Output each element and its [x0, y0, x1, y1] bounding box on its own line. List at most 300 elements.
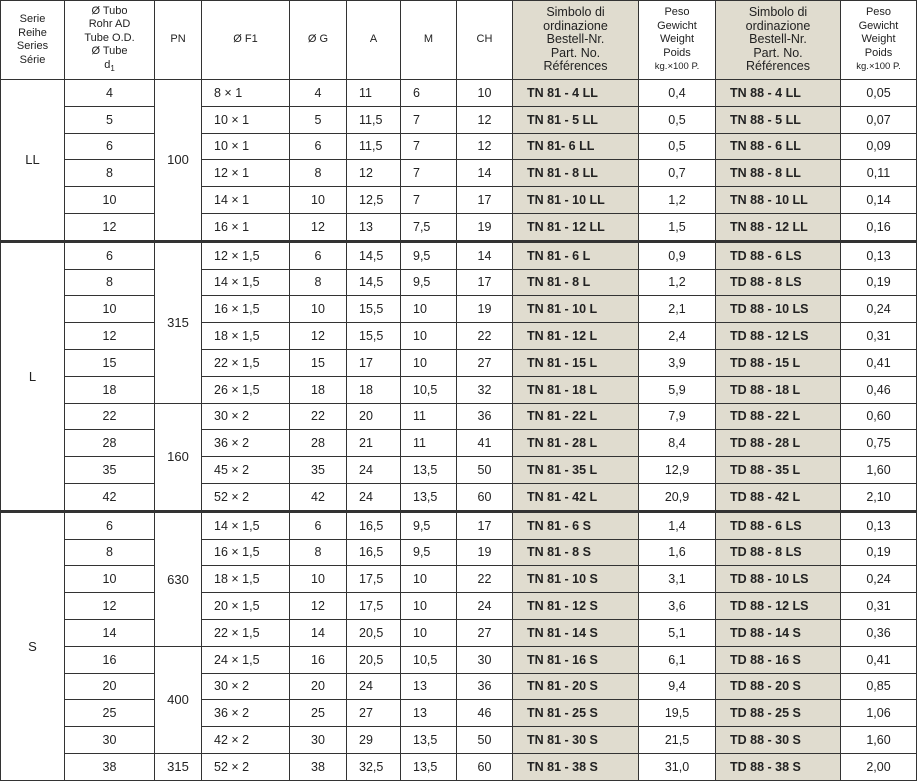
table-row [1, 457, 917, 484]
ref-tn81-cell: TN 81 - 8 S [513, 539, 639, 566]
a-cell: 17 [347, 349, 401, 376]
weight-tn81-cell: 0,7 [639, 160, 716, 187]
table-row [1, 539, 917, 566]
a-cell: 16,5 [347, 539, 401, 566]
m-cell: 7,5 [401, 213, 457, 241]
a-cell: 32,5 [347, 753, 401, 780]
m-cell: 10 [401, 619, 457, 646]
m-cell: 9,5 [401, 539, 457, 566]
weight-88-cell: 0,85 [841, 673, 917, 700]
ref-88-cell: TD 88 - 8 LS [716, 269, 841, 296]
weight-tn81-cell: 1,5 [639, 213, 716, 241]
f1-cell: 26 × 1,5 [202, 376, 290, 403]
tube-od-cell: 30 [65, 727, 155, 754]
ref-88-cell: TD 88 - 12 LS [716, 593, 841, 620]
ref-88-cell: TD 88 - 42 L [716, 483, 841, 511]
g-cell: 4 [290, 80, 347, 107]
ref-88-cell: TD 88 - 22 L [716, 403, 841, 430]
m-cell: 7 [401, 106, 457, 133]
ch-cell: 14 [457, 160, 513, 187]
table-row [1, 323, 917, 350]
weight-tn81-cell: 0,5 [639, 106, 716, 133]
ref-88-cell: TN 88 - 8 LL [716, 160, 841, 187]
a-cell: 20,5 [347, 619, 401, 646]
header-m: M [401, 1, 457, 80]
a-cell: 21 [347, 430, 401, 457]
serie-cell: LL [1, 80, 65, 242]
ref-tn81-cell: TN 81 - 22 L [513, 403, 639, 430]
table-row [1, 646, 917, 673]
weight-88-cell: 1,06 [841, 700, 917, 727]
table-row [1, 106, 917, 133]
weight-tn81-cell: 0,9 [639, 241, 716, 269]
ref-tn81-cell: TN 81 - 42 L [513, 483, 639, 511]
ref-tn81-cell: TN 81 - 16 S [513, 646, 639, 673]
m-cell: 10,5 [401, 646, 457, 673]
pn-cell: 315 [155, 753, 202, 780]
ref-tn81-cell: TN 81 - 25 S [513, 700, 639, 727]
tube-od-cell: 10 [65, 187, 155, 214]
ref-tn81-cell: TN 81 - 12 L [513, 323, 639, 350]
f1-cell: 20 × 1,5 [202, 593, 290, 620]
weight-88-cell: 0,11 [841, 160, 917, 187]
ch-cell: 36 [457, 673, 513, 700]
header-weight1: Peso Gewicht Weight Poids kg.×100 P. [639, 1, 716, 80]
pn-cell: 100 [155, 80, 202, 242]
f1-cell: 16 × 1,5 [202, 539, 290, 566]
g-cell: 18 [290, 376, 347, 403]
g-cell: 20 [290, 673, 347, 700]
f1-cell: 10 × 1 [202, 106, 290, 133]
ref-tn81-cell: TN 81 - 12 LL [513, 213, 639, 241]
weight-tn81-cell: 2,1 [639, 296, 716, 323]
g-cell: 10 [290, 187, 347, 214]
table-row [1, 269, 917, 296]
table-row [1, 80, 917, 107]
tube-od-cell: 5 [65, 106, 155, 133]
weight-tn81-cell: 0,4 [639, 80, 716, 107]
tube-od-cell: 8 [65, 269, 155, 296]
f1-cell: 16 × 1 [202, 213, 290, 241]
m-cell: 13,5 [401, 457, 457, 484]
ch-cell: 30 [457, 646, 513, 673]
table-row [1, 673, 917, 700]
ch-cell: 10 [457, 80, 513, 107]
tube-od-cell: 35 [65, 457, 155, 484]
f1-cell: 12 × 1 [202, 160, 290, 187]
f1-cell: 24 × 1,5 [202, 646, 290, 673]
weight-tn81-cell: 1,6 [639, 539, 716, 566]
ch-cell: 24 [457, 593, 513, 620]
a-cell: 12 [347, 160, 401, 187]
ch-cell: 14 [457, 241, 513, 269]
weight-88-cell: 0,16 [841, 213, 917, 241]
ref-88-cell: TN 88 - 12 LL [716, 213, 841, 241]
ch-cell: 41 [457, 430, 513, 457]
f1-cell: 18 × 1,5 [202, 323, 290, 350]
a-cell: 17,5 [347, 566, 401, 593]
ch-cell: 36 [457, 403, 513, 430]
tube-od-cell: 8 [65, 539, 155, 566]
m-cell: 10 [401, 323, 457, 350]
ch-cell: 60 [457, 753, 513, 780]
table-row [1, 619, 917, 646]
a-cell: 14,5 [347, 241, 401, 269]
weight-tn81-cell: 20,9 [639, 483, 716, 511]
a-cell: 15,5 [347, 323, 401, 350]
ref-tn81-cell: TN 81 - 5 LL [513, 106, 639, 133]
weight-88-cell: 0,05 [841, 80, 917, 107]
weight-tn81-cell: 3,9 [639, 349, 716, 376]
table-row [1, 483, 917, 511]
ref-tn81-cell: TN 81 - 38 S [513, 753, 639, 780]
tube-od-cell: 38 [65, 753, 155, 780]
ch-cell: 12 [457, 133, 513, 160]
g-cell: 6 [290, 241, 347, 269]
tube-od-cell: 18 [65, 376, 155, 403]
weight-88-cell: 2,00 [841, 753, 917, 780]
header-weight2: Peso Gewicht Weight Poids kg.×100 P. [841, 1, 917, 80]
tube-od-cell: 6 [65, 511, 155, 539]
ref-tn81-cell: TN 81 - 14 S [513, 619, 639, 646]
a-cell: 11,5 [347, 106, 401, 133]
ref-88-cell: TD 88 - 18 L [716, 376, 841, 403]
weight-tn81-cell: 19,5 [639, 700, 716, 727]
ch-cell: 32 [457, 376, 513, 403]
ref-88-cell: TD 88 - 10 LS [716, 566, 841, 593]
tube-od-cell: 12 [65, 213, 155, 241]
weight-88-cell: 0,09 [841, 133, 917, 160]
f1-cell: 30 × 2 [202, 673, 290, 700]
weight-tn81-cell: 7,9 [639, 403, 716, 430]
tube-od-cell: 42 [65, 483, 155, 511]
a-cell: 11,5 [347, 133, 401, 160]
ch-cell: 19 [457, 296, 513, 323]
f1-cell: 14 × 1,5 [202, 511, 290, 539]
f1-cell: 30 × 2 [202, 403, 290, 430]
g-cell: 8 [290, 160, 347, 187]
a-cell: 27 [347, 700, 401, 727]
weight-88-cell: 0,31 [841, 593, 917, 620]
g-cell: 12 [290, 323, 347, 350]
g-cell: 14 [290, 619, 347, 646]
m-cell: 9,5 [401, 269, 457, 296]
table-row [1, 241, 917, 269]
header-g: Ø G [290, 1, 347, 80]
header-ref1: Simbolo di ordinazione Bestell-Nr. Part. No. Références [513, 1, 639, 80]
weight-tn81-cell: 6,1 [639, 646, 716, 673]
weight-88-cell: 0,07 [841, 106, 917, 133]
serie-cell: L [1, 241, 65, 511]
weight-88-cell: 0,13 [841, 511, 917, 539]
tube-od-cell: 22 [65, 403, 155, 430]
ref-88-cell: TN 88 - 5 LL [716, 106, 841, 133]
m-cell: 9,5 [401, 241, 457, 269]
m-cell: 10 [401, 593, 457, 620]
ref-tn81-cell: TN 81 - 35 L [513, 457, 639, 484]
a-cell: 11 [347, 80, 401, 107]
ref-88-cell: TD 88 - 8 LS [716, 539, 841, 566]
table-row [1, 213, 917, 241]
ref-88-cell: TN 88 - 4 LL [716, 80, 841, 107]
ref-tn81-cell: TN 81 - 28 L [513, 430, 639, 457]
tube-od-cell: 6 [65, 241, 155, 269]
header-f1: Ø F1 [202, 1, 290, 80]
table-row [1, 430, 917, 457]
table-row [1, 349, 917, 376]
g-cell: 30 [290, 727, 347, 754]
tube-od-cell: 25 [65, 700, 155, 727]
pn-cell: 160 [155, 403, 202, 511]
f1-cell: 14 × 1 [202, 187, 290, 214]
f1-cell: 16 × 1,5 [202, 296, 290, 323]
table-row [1, 700, 917, 727]
ref-88-cell: TD 88 - 6 LS [716, 511, 841, 539]
weight-88-cell: 0,41 [841, 646, 917, 673]
f1-cell: 45 × 2 [202, 457, 290, 484]
ref-88-cell: TD 88 - 20 S [716, 673, 841, 700]
weight-tn81-cell: 1,2 [639, 269, 716, 296]
m-cell: 7 [401, 187, 457, 214]
ref-88-cell: TN 88 - 6 LL [716, 133, 841, 160]
ch-cell: 19 [457, 539, 513, 566]
weight-tn81-cell: 5,1 [639, 619, 716, 646]
weight-88-cell: 0,41 [841, 349, 917, 376]
tube-od-cell: 20 [65, 673, 155, 700]
m-cell: 11 [401, 430, 457, 457]
ref-88-cell: TD 88 - 25 S [716, 700, 841, 727]
g-cell: 6 [290, 511, 347, 539]
a-cell: 18 [347, 376, 401, 403]
ref-tn81-cell: TN 81 - 30 S [513, 727, 639, 754]
table-row [1, 593, 917, 620]
weight-tn81-cell: 31,0 [639, 753, 716, 780]
weight-tn81-cell: 2,4 [639, 323, 716, 350]
f1-cell: 10 × 1 [202, 133, 290, 160]
ref-88-cell: TD 88 - 30 S [716, 727, 841, 754]
tube-od-cell: 6 [65, 133, 155, 160]
a-cell: 20,5 [347, 646, 401, 673]
table-row [1, 160, 917, 187]
ref-88-cell: TD 88 - 14 S [716, 619, 841, 646]
m-cell: 10 [401, 349, 457, 376]
weight-tn81-cell: 1,4 [639, 511, 716, 539]
f1-cell: 18 × 1,5 [202, 566, 290, 593]
ch-cell: 19 [457, 213, 513, 241]
a-cell: 16,5 [347, 511, 401, 539]
m-cell: 10 [401, 566, 457, 593]
g-cell: 6 [290, 133, 347, 160]
ref-tn81-cell: TN 81 - 15 L [513, 349, 639, 376]
ch-cell: 50 [457, 727, 513, 754]
tube-od-cell: 14 [65, 619, 155, 646]
pn-cell: 400 [155, 646, 202, 753]
ref-88-cell: TD 88 - 15 L [716, 349, 841, 376]
tube-od-cell: 12 [65, 593, 155, 620]
m-cell: 13 [401, 673, 457, 700]
weight-88-cell: 0,36 [841, 619, 917, 646]
weight-88-cell: 0,24 [841, 296, 917, 323]
g-cell: 12 [290, 593, 347, 620]
a-cell: 29 [347, 727, 401, 754]
f1-cell: 22 × 1,5 [202, 349, 290, 376]
a-cell: 20 [347, 403, 401, 430]
f1-cell: 12 × 1,5 [202, 241, 290, 269]
ref-tn81-cell: TN 81 - 10 LL [513, 187, 639, 214]
ref-88-cell: TD 88 - 6 LS [716, 241, 841, 269]
ch-cell: 17 [457, 187, 513, 214]
header-ref2: Simbolo di ordinazione Bestell-Nr. Part. No. Références [716, 1, 841, 80]
table-row [1, 566, 917, 593]
weight-tn81-cell: 8,4 [639, 430, 716, 457]
weight-88-cell: 0,13 [841, 241, 917, 269]
g-cell: 8 [290, 539, 347, 566]
header-pn: PN [155, 1, 202, 80]
table-row [1, 727, 917, 754]
table-row [1, 296, 917, 323]
weight-tn81-cell: 5,9 [639, 376, 716, 403]
header-row [1, 1, 917, 80]
weight-tn81-cell: 0,5 [639, 133, 716, 160]
m-cell: 7 [401, 160, 457, 187]
tube-od-cell: 8 [65, 160, 155, 187]
m-cell: 13,5 [401, 483, 457, 511]
header-serie: Serie Reihe Series Série [1, 1, 65, 80]
a-cell: 15,5 [347, 296, 401, 323]
ch-cell: 17 [457, 269, 513, 296]
ch-cell: 50 [457, 457, 513, 484]
g-cell: 10 [290, 296, 347, 323]
ch-cell: 60 [457, 483, 513, 511]
table-row [1, 187, 917, 214]
weight-tn81-cell: 12,9 [639, 457, 716, 484]
ref-tn81-cell: TN 81- 6 LL [513, 133, 639, 160]
ref-88-cell: TD 88 - 35 L [716, 457, 841, 484]
g-cell: 8 [290, 269, 347, 296]
m-cell: 11 [401, 403, 457, 430]
g-cell: 35 [290, 457, 347, 484]
ref-tn81-cell: TN 81 - 8 L [513, 269, 639, 296]
g-cell: 12 [290, 213, 347, 241]
ref-tn81-cell: TN 81 - 6 L [513, 241, 639, 269]
g-cell: 28 [290, 430, 347, 457]
weight-88-cell: 0,46 [841, 376, 917, 403]
tube-od-cell: 4 [65, 80, 155, 107]
g-cell: 15 [290, 349, 347, 376]
g-cell: 22 [290, 403, 347, 430]
m-cell: 13,5 [401, 727, 457, 754]
a-cell: 17,5 [347, 593, 401, 620]
table-row [1, 403, 917, 430]
g-cell: 38 [290, 753, 347, 780]
ref-tn81-cell: TN 81 - 12 S [513, 593, 639, 620]
tube-od-cell: 15 [65, 349, 155, 376]
ref-tn81-cell: TN 81 - 8 LL [513, 160, 639, 187]
table-row [1, 753, 917, 780]
m-cell: 6 [401, 80, 457, 107]
weight-88-cell: 0,75 [841, 430, 917, 457]
weight-88-cell: 2,10 [841, 483, 917, 511]
weight-88-cell: 1,60 [841, 727, 917, 754]
weight-tn81-cell: 3,6 [639, 593, 716, 620]
tube-od-cell: 10 [65, 566, 155, 593]
ref-88-cell: TD 88 - 38 S [716, 753, 841, 780]
ref-tn81-cell: TN 81 - 18 L [513, 376, 639, 403]
ref-88-cell: TN 88 - 10 LL [716, 187, 841, 214]
m-cell: 7 [401, 133, 457, 160]
table-row [1, 376, 917, 403]
ch-cell: 12 [457, 106, 513, 133]
f1-cell: 52 × 2 [202, 483, 290, 511]
m-cell: 13 [401, 700, 457, 727]
f1-cell: 52 × 2 [202, 753, 290, 780]
pn-cell: 630 [155, 511, 202, 646]
weight-tn81-cell: 9,4 [639, 673, 716, 700]
f1-cell: 14 × 1,5 [202, 269, 290, 296]
serie-cell: S [1, 511, 65, 780]
ref-88-cell: TD 88 - 28 L [716, 430, 841, 457]
table-row [1, 133, 917, 160]
weight-tn81-cell: 21,5 [639, 727, 716, 754]
g-cell: 25 [290, 700, 347, 727]
f1-cell: 42 × 2 [202, 727, 290, 754]
a-cell: 12,5 [347, 187, 401, 214]
m-cell: 13,5 [401, 753, 457, 780]
f1-cell: 36 × 2 [202, 430, 290, 457]
ch-cell: 17 [457, 511, 513, 539]
header-ch: CH [457, 1, 513, 80]
weight-88-cell: 0,60 [841, 403, 917, 430]
tube-od-cell: 16 [65, 646, 155, 673]
weight-88-cell: 0,31 [841, 323, 917, 350]
tube-od-cell: 12 [65, 323, 155, 350]
weight-88-cell: 0,19 [841, 539, 917, 566]
tube-od-cell: 28 [65, 430, 155, 457]
f1-cell: 22 × 1,5 [202, 619, 290, 646]
g-cell: 16 [290, 646, 347, 673]
g-cell: 42 [290, 483, 347, 511]
weight-88-cell: 0,24 [841, 566, 917, 593]
f1-cell: 8 × 1 [202, 80, 290, 107]
ch-cell: 22 [457, 323, 513, 350]
tube-od-cell: 10 [65, 296, 155, 323]
ref-tn81-cell: TN 81 - 6 S [513, 511, 639, 539]
header-tube: Ø Tubo Rohr AD Tube O.D. Ø Tube $d_1$ [65, 1, 155, 80]
ref-tn81-cell: TN 81 - 10 L [513, 296, 639, 323]
ch-cell: 27 [457, 349, 513, 376]
pn-cell: 315 [155, 241, 202, 403]
weight-tn81-cell: 3,1 [639, 566, 716, 593]
f1-cell: 36 × 2 [202, 700, 290, 727]
ref-tn81-cell: TN 81 - 10 S [513, 566, 639, 593]
weight-88-cell: 0,19 [841, 269, 917, 296]
a-cell: 24 [347, 457, 401, 484]
m-cell: 9,5 [401, 511, 457, 539]
weight-tn81-cell: 1,2 [639, 187, 716, 214]
ref-88-cell: TD 88 - 16 S [716, 646, 841, 673]
g-cell: 10 [290, 566, 347, 593]
header-a: A [347, 1, 401, 80]
ref-tn81-cell: TN 81 - 20 S [513, 673, 639, 700]
ch-cell: 27 [457, 619, 513, 646]
weight-88-cell: 0,14 [841, 187, 917, 214]
a-cell: 24 [347, 673, 401, 700]
ref-88-cell: TD 88 - 10 LS [716, 296, 841, 323]
a-cell: 14,5 [347, 269, 401, 296]
ch-cell: 22 [457, 566, 513, 593]
ch-cell: 46 [457, 700, 513, 727]
m-cell: 10 [401, 296, 457, 323]
